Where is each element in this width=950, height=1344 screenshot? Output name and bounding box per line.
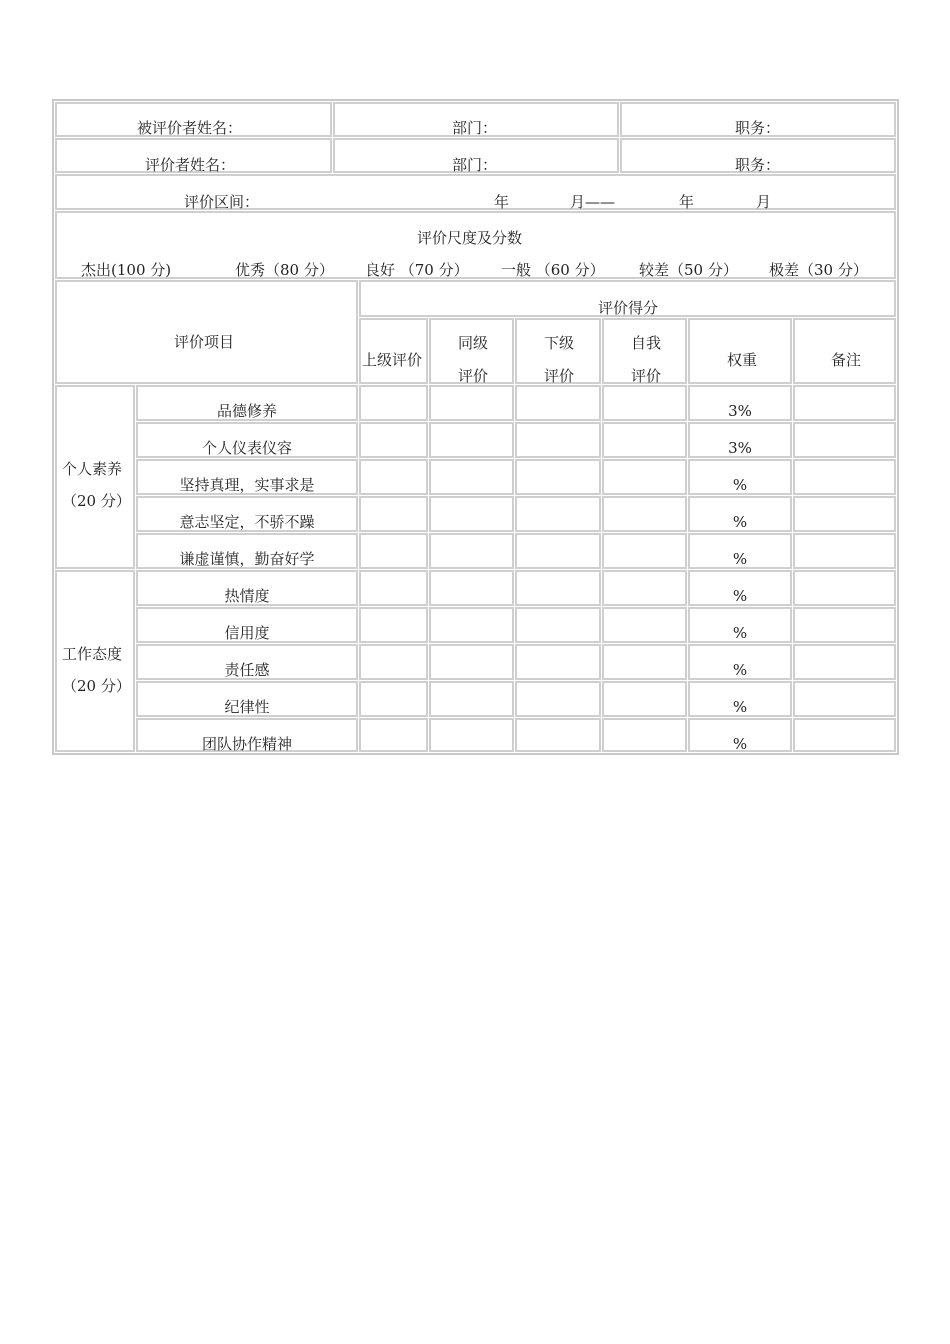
evaluatee-name-cell[interactable] xyxy=(55,102,332,137)
item-label: 热情度 xyxy=(224,587,270,605)
group-attitude-points: （20 分） xyxy=(62,677,131,695)
dept-label-1: 部门： xyxy=(452,119,498,137)
weight-cell[interactable] xyxy=(688,459,792,495)
item-label-cell xyxy=(136,533,358,569)
period-month-1: 月—— xyxy=(570,193,616,211)
weight-cell[interactable] xyxy=(688,533,792,569)
item-label: 坚持真理，实事求是 xyxy=(179,476,315,494)
score-subordinate-cell[interactable] xyxy=(515,496,601,532)
score-peer-cell[interactable] xyxy=(429,607,514,643)
item-label: 纪律性 xyxy=(224,698,270,716)
score-peer-cell[interactable] xyxy=(429,459,514,495)
item-label-cell xyxy=(136,385,358,421)
score-superior-cell[interactable] xyxy=(359,385,428,421)
position-label-2: 职务： xyxy=(735,156,781,174)
score-header-cell xyxy=(359,280,896,317)
score-peer-cell[interactable] xyxy=(429,570,514,606)
evaluator-name-cell[interactable] xyxy=(55,138,332,173)
remark-cell[interactable] xyxy=(793,718,896,752)
weight-value: % xyxy=(732,476,748,494)
score-subordinate-cell[interactable] xyxy=(515,533,601,569)
score-peer-cell[interactable] xyxy=(429,533,514,569)
col-weight xyxy=(688,318,792,384)
item-label: 责任感 xyxy=(224,661,270,679)
weight-cell[interactable] xyxy=(688,681,792,717)
weight-value: % xyxy=(732,698,748,716)
item-label-cell xyxy=(136,718,358,752)
score-subordinate-cell[interactable] xyxy=(515,607,601,643)
col-subordinate xyxy=(515,318,601,384)
score-superior-cell[interactable] xyxy=(359,459,428,495)
weight-cell[interactable] xyxy=(688,422,792,458)
scale-level-2: 优秀（80 分） xyxy=(235,261,334,279)
score-peer-cell[interactable] xyxy=(429,644,514,680)
score-superior-cell[interactable] xyxy=(359,644,428,680)
item-label: 团队协作精神 xyxy=(201,735,292,753)
score-superior-cell[interactable] xyxy=(359,533,428,569)
remark-cell[interactable] xyxy=(793,681,896,717)
scale-level-1: 杰出(100 分) xyxy=(81,261,172,279)
col-self-label-1: 自我 xyxy=(631,334,662,352)
score-self-cell[interactable] xyxy=(602,681,687,717)
score-superior-cell[interactable] xyxy=(359,422,428,458)
remark-cell[interactable] xyxy=(793,422,896,458)
score-self-cell[interactable] xyxy=(602,718,687,752)
group-attitude-name: 工作态度 xyxy=(62,645,123,663)
score-self-cell[interactable] xyxy=(602,385,687,421)
position-label-1: 职务： xyxy=(735,119,781,137)
weight-value: % xyxy=(732,624,748,642)
score-subordinate-cell[interactable] xyxy=(515,422,601,458)
scale-level-3: 良好 （70 分） xyxy=(365,261,469,279)
remark-cell[interactable] xyxy=(793,607,896,643)
score-subordinate-cell[interactable] xyxy=(515,570,601,606)
score-superior-cell[interactable] xyxy=(359,607,428,643)
remark-cell[interactable] xyxy=(793,385,896,421)
score-self-cell[interactable] xyxy=(602,422,687,458)
evaluator-name-label: 评价者姓名： xyxy=(145,156,236,174)
item-label: 意志坚定，不骄不躁 xyxy=(179,513,315,531)
col-superior xyxy=(359,318,428,384)
period-year-1: 年 xyxy=(494,193,510,211)
group-personal xyxy=(55,385,135,569)
item-label-cell xyxy=(136,459,358,495)
score-superior-cell[interactable] xyxy=(359,570,428,606)
weight-value: % xyxy=(732,550,748,568)
col-remark-label: 备注 xyxy=(831,351,862,369)
weight-value: 3% xyxy=(728,402,752,420)
group-personal-name: 个人素养 xyxy=(62,460,123,478)
scale-level-5: 较差（50 分） xyxy=(639,261,738,279)
score-self-cell[interactable] xyxy=(602,644,687,680)
score-subordinate-cell[interactable] xyxy=(515,385,601,421)
item-label-cell xyxy=(136,607,358,643)
scale-cell xyxy=(55,211,896,279)
item-label-cell xyxy=(136,496,358,532)
score-subordinate-cell[interactable] xyxy=(515,681,601,717)
col-remark xyxy=(793,318,896,384)
score-superior-cell[interactable] xyxy=(359,681,428,717)
weight-cell[interactable] xyxy=(688,570,792,606)
remark-cell[interactable] xyxy=(793,644,896,680)
col-peer-label-1: 同级 xyxy=(458,334,489,352)
weight-cell[interactable] xyxy=(688,644,792,680)
weight-cell[interactable] xyxy=(688,496,792,532)
scale-level-6: 极差（30 分） xyxy=(769,261,868,279)
weight-cell[interactable] xyxy=(688,607,792,643)
score-subordinate-cell[interactable] xyxy=(515,718,601,752)
score-peer-cell[interactable] xyxy=(429,385,514,421)
score-self-cell[interactable] xyxy=(602,533,687,569)
item-label-cell xyxy=(136,644,358,680)
dept-cell-2[interactable] xyxy=(333,138,619,173)
remark-cell[interactable] xyxy=(793,570,896,606)
period-cell[interactable] xyxy=(55,174,896,210)
evaluatee-name-label: 被评价者姓名： xyxy=(137,119,243,137)
weight-cell[interactable] xyxy=(688,385,792,421)
remark-cell[interactable] xyxy=(793,533,896,569)
col-subordinate-label-2: 评价 xyxy=(544,367,575,385)
weight-value: % xyxy=(732,587,748,605)
position-cell-1[interactable] xyxy=(620,102,896,137)
item-label: 谦虚谨慎，勤奋好学 xyxy=(179,550,315,568)
scale-level-4: 一般 （60 分） xyxy=(501,261,605,279)
item-label: 信用度 xyxy=(224,624,270,642)
period-label: 评价区间： xyxy=(184,193,260,211)
item-label-cell xyxy=(136,422,358,458)
col-subordinate-label-1: 下级 xyxy=(544,334,575,352)
col-self xyxy=(602,318,687,384)
score-superior-cell[interactable] xyxy=(359,496,428,532)
item-label: 品德修养 xyxy=(216,402,277,420)
period-year-2: 年 xyxy=(679,193,695,211)
score-peer-cell[interactable] xyxy=(429,718,514,752)
weight-value: % xyxy=(732,513,748,531)
weight-cell[interactable] xyxy=(688,718,792,752)
score-peer-cell[interactable] xyxy=(429,681,514,717)
item-label-cell xyxy=(136,681,358,717)
weight-value: % xyxy=(732,661,748,679)
scale-title: 评价尺度及分数 xyxy=(417,229,523,247)
score-peer-cell[interactable] xyxy=(429,496,514,532)
score-self-cell[interactable] xyxy=(602,607,687,643)
score-header: 评价得分 xyxy=(598,299,659,317)
score-self-cell[interactable] xyxy=(602,496,687,532)
score-self-cell[interactable] xyxy=(602,570,687,606)
period-month-2: 月 xyxy=(756,193,772,211)
col-peer-label-2: 评价 xyxy=(458,367,489,385)
dept-cell-1[interactable] xyxy=(333,102,619,137)
group-attitude xyxy=(55,570,135,752)
weight-value: % xyxy=(732,735,748,753)
score-subordinate-cell[interactable] xyxy=(515,644,601,680)
score-superior-cell[interactable] xyxy=(359,718,428,752)
col-self-label-2: 评价 xyxy=(631,367,662,385)
score-peer-cell[interactable] xyxy=(429,422,514,458)
col-superior-label: 上级评价 xyxy=(362,351,423,369)
score-self-cell[interactable] xyxy=(602,459,687,495)
group-personal-points: （20 分） xyxy=(62,492,131,510)
dept-label-2: 部门： xyxy=(452,156,498,174)
item-label: 个人仪表仪容 xyxy=(201,439,292,457)
item-header-cell xyxy=(55,280,358,384)
remark-cell[interactable] xyxy=(793,496,896,532)
col-weight-label: 权重 xyxy=(727,351,758,369)
remark-cell[interactable] xyxy=(793,459,896,495)
position-cell-2[interactable] xyxy=(620,138,896,173)
item-label-cell xyxy=(136,570,358,606)
item-header: 评价项目 xyxy=(174,333,235,351)
col-peer xyxy=(429,318,514,384)
score-subordinate-cell[interactable] xyxy=(515,459,601,495)
weight-value: 3% xyxy=(728,439,752,457)
